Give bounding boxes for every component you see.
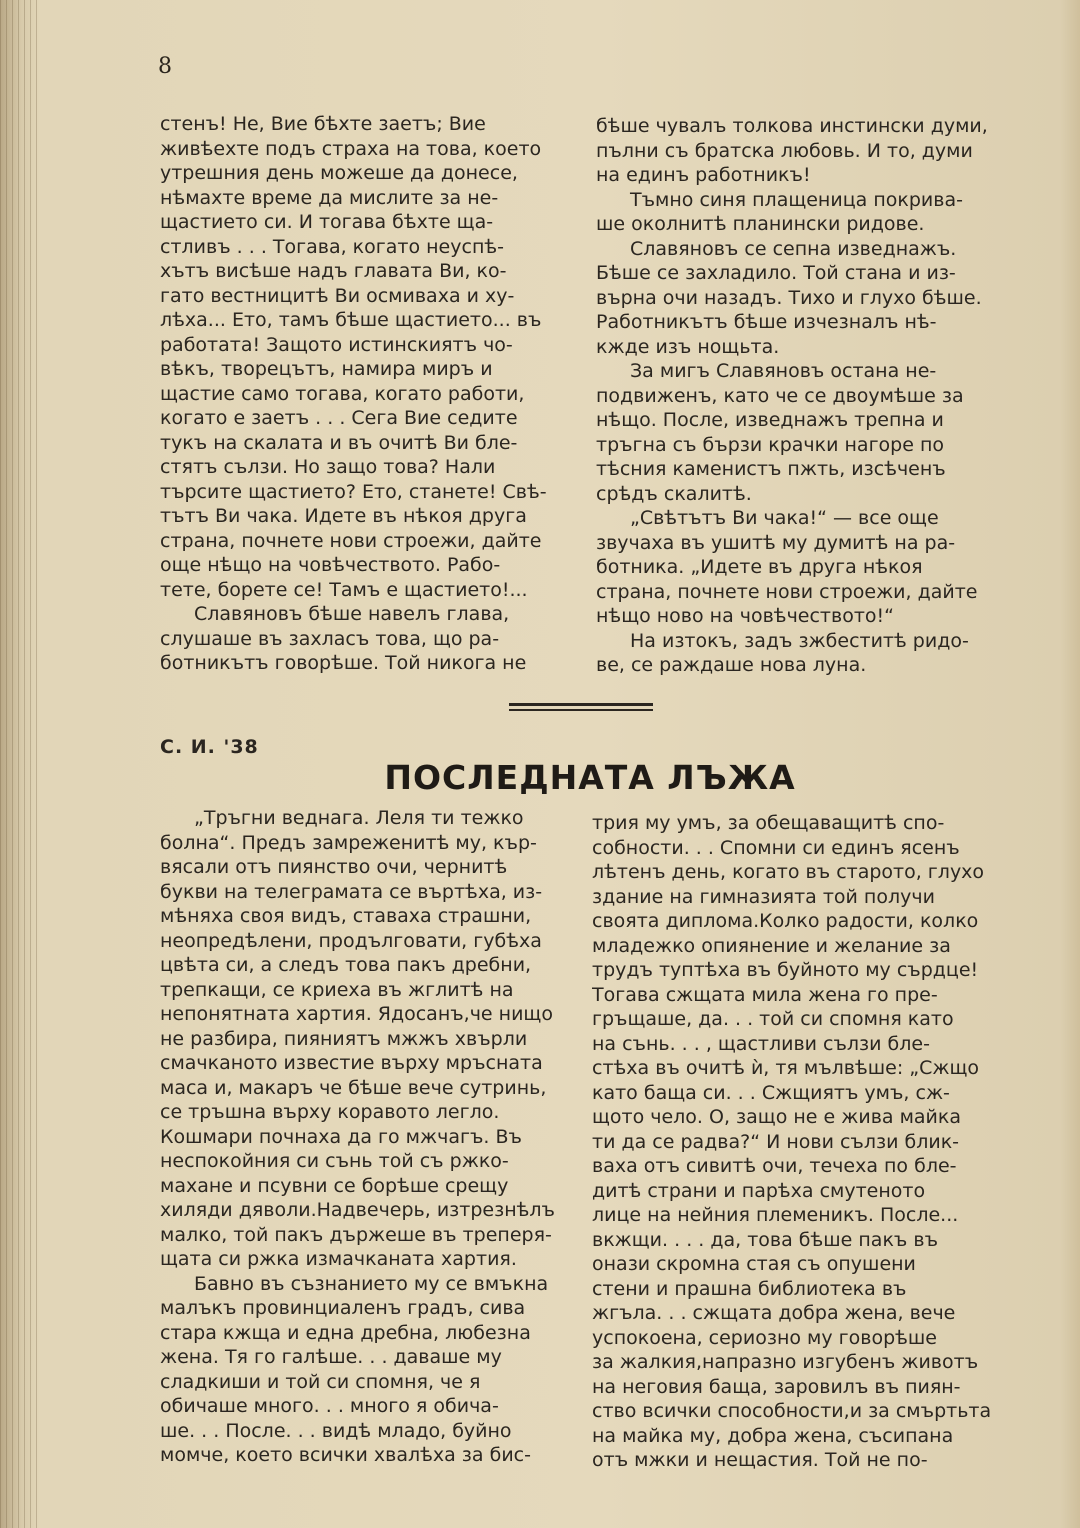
text-line: сладкиши и той си спомня, че я <box>160 1370 481 1393</box>
text-line: малко, той пакъ държеше въ треперя- <box>160 1223 552 1246</box>
text-line: страна, почнете нови строежи, дайте <box>596 580 978 603</box>
text-line: Бавно въ съзнанието му се вмъкна <box>194 1272 549 1295</box>
text-line: обичаше много. . . много я обича- <box>160 1395 499 1417</box>
text-line: здание на гимназията той получи <box>592 885 935 908</box>
text-line: Бѣше се захладило. Той стана и из- <box>596 262 956 284</box>
text-line: кжде изъ нощьта. <box>596 335 780 358</box>
text-line: момче, което всички хвалѣха за бис- <box>160 1444 531 1466</box>
text-line: ше околнитѣ планински ридове. <box>596 213 925 235</box>
text-line: утрешния день можеше да донесе, <box>160 162 518 184</box>
text-line: жгъла. . . сжщата добра жена, вече <box>592 1302 956 1324</box>
text-line: гръщаше, да. . . той си спомня като <box>592 1008 954 1030</box>
text-line: ваха отъ сивитѣ очи, течеха по бле- <box>592 1155 957 1177</box>
text-line: неопредѣлени, продълговати, губѣха <box>160 929 542 952</box>
text-line: ство всички способности,и за смъртьта <box>592 1400 992 1422</box>
text-line: вкжщи. . . . да, това бѣше пакъ въ <box>592 1228 939 1251</box>
text-line: ботникътъ говорѣше. Той никога не <box>160 652 527 674</box>
text-line: тукъ на скалата и въ очитѣ Ви бле- <box>160 431 518 454</box>
text-line: стятъ сълзи. Но защо това? Нали <box>160 456 496 478</box>
text-line: на единъ работникъ! <box>596 164 811 186</box>
text-line: работата! Защото истинскиятъ чо- <box>160 333 513 356</box>
page-number: 8 <box>158 54 172 79</box>
text-line: собности. . . Спомни си единъ ясенъ <box>592 836 960 859</box>
text-line: щастие само тогава, когато работи, <box>160 382 525 405</box>
text-line: тътъ Ви чака. Идете въ нѣкоя друга <box>160 505 527 527</box>
text-line: щото чело. О, защо не е жива майка <box>592 1106 962 1128</box>
section-divider <box>509 703 653 713</box>
text-line: бѣше чувалъ толкова инстински думи, <box>596 115 988 137</box>
text-line: Тъмно синя плащеница покрива- <box>630 188 963 211</box>
page-edge-shadow <box>0 0 40 1528</box>
bottom-right-column <box>592 811 1002 1473</box>
top-left-column <box>160 112 568 676</box>
text-line: отъ мжки и нещастия. Той не по- <box>592 1449 928 1471</box>
divider-rule-thick <box>509 703 653 706</box>
text-line: трепкащи, се криеха въ жглитѣ на <box>160 978 514 1001</box>
text-line: стенъ! Не, Вие бѣхте заетъ; Вие <box>160 113 486 135</box>
text-line: стѣха въ очитѣ ѝ, тя мълвѣше: „Сжщо <box>592 1057 980 1079</box>
text-line: трудъ туптѣха въ буйното му сърдце! <box>592 959 979 981</box>
text-line: На изтокъ, задъ зжбеститѣ ридо- <box>630 629 969 652</box>
text-line: още нѣщо на човѣчеството. Рабо- <box>160 554 501 576</box>
text-line: страна, почнете нови строежи, дайте <box>160 529 542 552</box>
text-line: се тръшна върху коравото легло. <box>160 1101 500 1123</box>
text-line: не разбира, пияниятъ мжжъ хвърли <box>160 1027 528 1050</box>
text-line: вясали отъ пиянство очи, чернитѣ <box>160 856 508 878</box>
text-line: търсите щастието? Ето, станете! Свѣ- <box>160 480 547 503</box>
text-line: тръгна съ бързи крачки нагоре по <box>596 433 945 456</box>
text-line: хиляди дяволи.Надвечерь, изтрезнѣлъ <box>160 1199 555 1221</box>
text-line: маса и, макаръ че бѣше вече сутринь, <box>160 1076 547 1099</box>
text-line: лѣтенъ день, когато въ старото, глухо <box>592 861 985 883</box>
text-line: когато е заетъ . . . Сега Вие седите <box>160 407 518 429</box>
text-line: онази скромна стая съ опушени <box>592 1253 916 1275</box>
text-line: букви на телеграмата се въртѣха, из- <box>160 880 543 903</box>
top-right-column <box>596 114 1011 678</box>
text-line: нѣмахте време да мислите за не- <box>160 186 499 209</box>
text-line: „Свѣтътъ Ви чака!“ — все още <box>630 507 939 529</box>
text-line: нѣщо ново на човѣчеството!“ <box>596 605 894 627</box>
text-line: пълни съ братска любовь. И то, думи <box>596 139 973 162</box>
text-line: жена. Тя го галѣше. . . даваше му <box>160 1346 502 1368</box>
text-line: върна очи назадъ. Тихо и глухо бѣше. <box>596 286 982 309</box>
text-line: тѣсния каменистъ пжть, изсѣченъ <box>596 458 946 480</box>
text-line: срѣдъ скалитѣ. <box>596 482 752 505</box>
text-line: цвѣта си, а следъ това пакъ дребни, <box>160 954 532 976</box>
text-line: ти да се радва?“ И нови сълзи блик- <box>592 1130 960 1153</box>
text-line: подвиженъ, като че се двоумѣше за <box>596 384 964 407</box>
text-line: звучаха въ ушитѣ му думитѣ на ра- <box>596 531 956 554</box>
text-line: „Тръгни веднага. Леля ти тежко <box>194 807 524 829</box>
text-line: Кошмари почнаха да го мжчагъ. Въ <box>160 1125 522 1148</box>
text-line: неспокойния си сънь той съ ржко- <box>160 1150 509 1172</box>
divider-rule-thin <box>509 709 653 711</box>
text-line: слушаше въ захласъ това, що ра- <box>160 627 500 650</box>
text-line: стара кжща и една дребна, любезна <box>160 1321 531 1344</box>
text-line: ве, се раждаше нова луна. <box>596 654 867 676</box>
text-line: лице на нейния племеникъ. После... <box>592 1204 959 1226</box>
text-line: смачканото известие върху мръсната <box>160 1052 543 1074</box>
text-line: като баща си. . . Сжщиятъ умъ, сж- <box>592 1081 950 1104</box>
text-line: Славяновъ бѣше навелъ глава, <box>194 603 510 625</box>
text-line: хътъ висѣше надъ главата Ви, ко- <box>160 260 507 282</box>
text-line: на неговия баща, заровилъ въ пиян- <box>592 1375 961 1398</box>
text-line: живѣехте подъ страха на това, което <box>160 137 542 160</box>
author-byline: С. И. '38 <box>160 736 259 758</box>
text-line: стени и прашна библиотека въ <box>592 1277 907 1300</box>
text-line: Тогава сжщата мила жена го пре- <box>592 983 938 1006</box>
text-line: стливъ . . . Тогава, когато неуспѣ- <box>160 235 504 258</box>
text-line: за жалкия,напразно изгубенъ животъ <box>592 1351 979 1373</box>
text-line: щастието си. И тогава бѣхте ща- <box>160 211 494 233</box>
text-line: За мигъ Славяновъ остана не- <box>630 360 937 382</box>
text-line: дитѣ страни и парѣха смутеното <box>592 1179 926 1202</box>
text-line: успокоена, сериозно му говорѣше <box>592 1326 937 1349</box>
text-line: Славяновъ се сепна изведнажъ. <box>630 237 957 260</box>
text-line: тете, борете се! Тамъ е щастието!... <box>160 578 528 601</box>
story-title: ПОСЛЕДНАТА ЛЪЖА <box>384 758 796 797</box>
text-line: Работникътъ бѣше изчезналъ нѣ- <box>596 311 937 333</box>
text-line: на майка му, добра жена, съсипана <box>592 1424 954 1447</box>
text-line: непонятната хартия. Ядосанъ,че нищо <box>160 1003 553 1025</box>
text-line: младежко опиянение и желание за <box>592 934 951 957</box>
text-line: гато вестницитѣ Ви осмиваха и ху- <box>160 284 515 307</box>
text-line: болна“. Предъ замреженитѣ му, кър- <box>160 831 537 854</box>
text-line: вѣкъ, творецътъ, намира миръ и <box>160 358 493 380</box>
text-line: махане и псувни се борѣше срещу <box>160 1174 509 1197</box>
text-line: трия му умъ, за обещаващитѣ спо- <box>592 812 945 834</box>
text-line: лѣха... Ето, тамъ бѣше щастието... въ <box>160 309 542 331</box>
bottom-left-column <box>160 806 562 1468</box>
text-line: нѣщо. После, изведнажъ трепна и <box>596 409 944 431</box>
text-line: ше. . . После. . . видѣ младо, буйно <box>160 1419 512 1442</box>
text-line: малъкъ провинциаленъ градъ, сива <box>160 1297 526 1319</box>
text-line: щата си ржка измачканата хартия. <box>160 1248 517 1270</box>
text-line: ботника. „Идете въ друга нѣкоя <box>596 556 923 578</box>
text-line: на сънь. . . , щастливи сълзи бле- <box>592 1032 930 1055</box>
text-line: мѣняха своя видъ, ставаха страшни, <box>160 905 532 927</box>
text-line: своята диплома.Колко радости, колко <box>592 910 979 932</box>
